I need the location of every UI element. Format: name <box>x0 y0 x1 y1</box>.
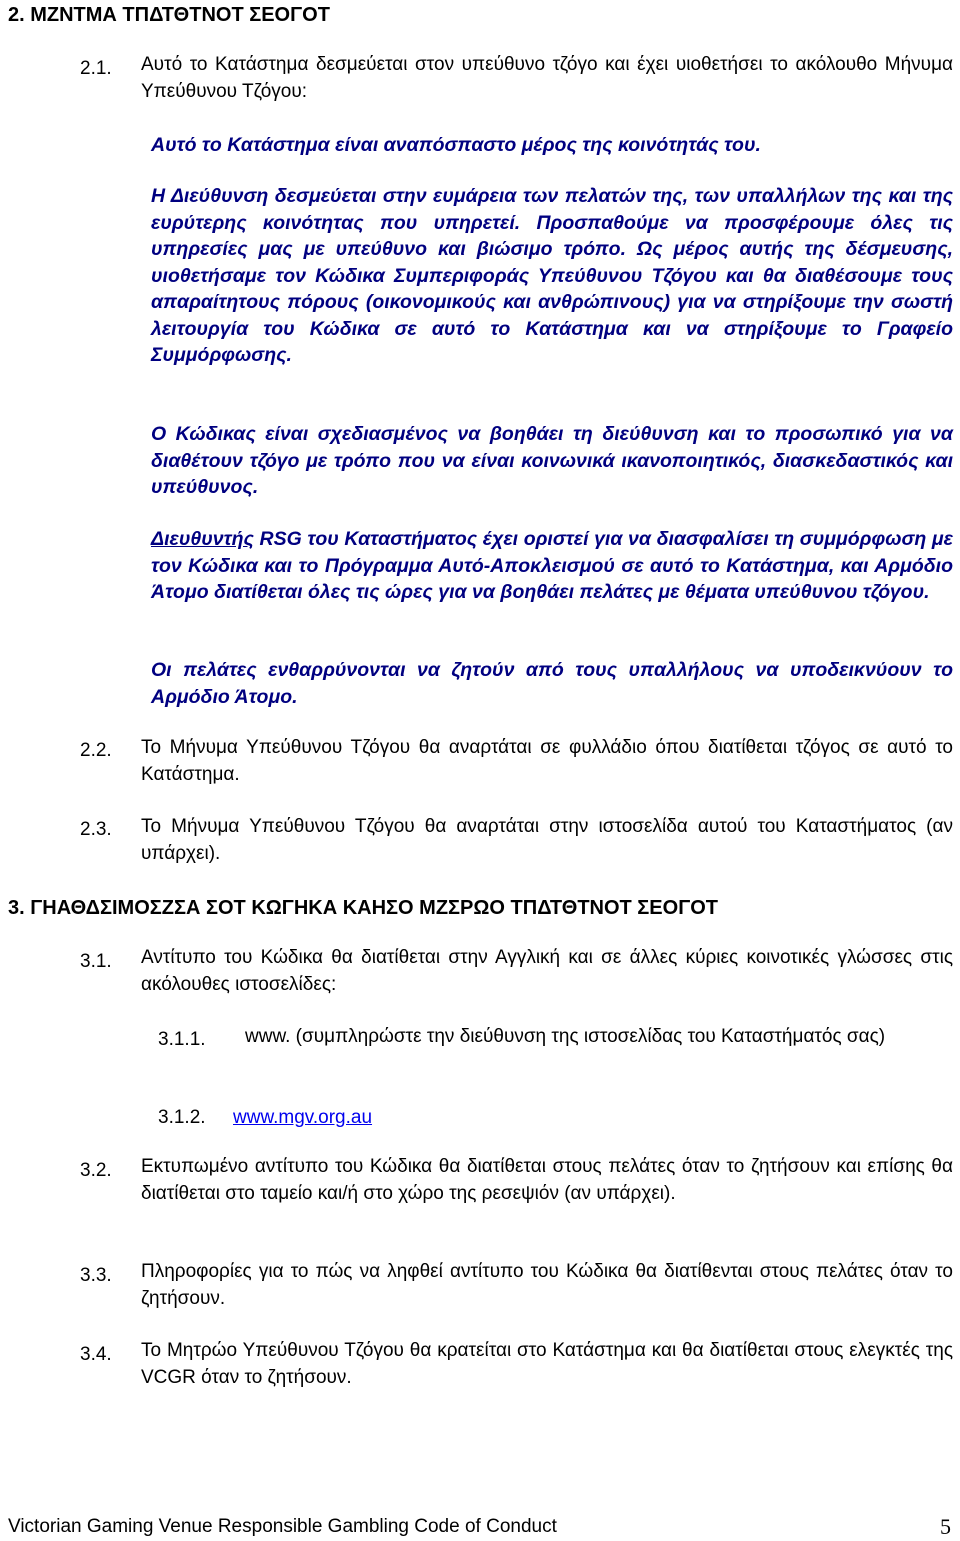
message-paragraph-4: Οι πελάτες ενθαρρύνονται να ζητούν από τους υπαλλήλους να υποδεικνύουν το Αρμόδιο Άτομο. <box>151 659 953 708</box>
mgv-website-link[interactable]: www.mgv.org.au <box>233 1107 373 1128</box>
item-2-3-text: Το Μήνυμα Υπεύθυνου Τζόγου θα αναρτάται στην ιστοσελίδα αυτού του Καταστήματος (αν υπάρχει). <box>141 816 953 864</box>
item-2-3-number: 2.3. <box>80 819 112 840</box>
section-2-heading: 2. ΜΖΝΤΜΑ ΤΠΔΤΘΤΝΟΤ ΣΕΟΓΟΤ <box>8 4 330 26</box>
item-3-1-1-text: www. (συμπληρώστε την διεύθυνση της ιστοσελίδας του Καταστήματός σας) <box>245 1026 886 1047</box>
manager-underlined: Διευθυντής <box>151 528 254 550</box>
message-paragraph-2: Ο Κώδικας είναι σχεδιασμένος να βοηθάει τη διεύθυνση και το προσωπικό για να διαθέτουν τζόγο με τρόπο που να είναι κοινωνικά ικανοποιητικός, διασκεδαστικός και υπεύθυνος. <box>151 423 953 498</box>
item-3-1-1-number: 3.1.1. <box>158 1029 206 1050</box>
item-2-1-text: Αυτό το Κατάστημα δεσμεύεται στον υπεύθυνο τζόγο και έχει υιοθετήσει το ακόλουθο Μήνυμα Υπεύθυνου Τζόγου: <box>141 54 953 102</box>
message-line-1: Αυτό το Κατάστημα είναι αναπόσπαστο μέρος της κοινότητάς του. <box>151 134 761 156</box>
page-number: 5 <box>940 1514 951 1539</box>
message-paragraph-3 <box>151 526 953 606</box>
item-3-1-number: 3.1. <box>80 951 112 972</box>
item-3-2-number: 3.2. <box>80 1160 112 1181</box>
section-3-heading: 3. ΓΗΑΘΔΣΙΜΟΣΖΣΑ ΣΟΤ ΚΩΓΗΚΑ ΚΑΗΣΟ ΜΖΣΡΩΟ ΤΠΔΤΘΤΝΟΤ ΣΕΟΓΟΤ <box>8 897 718 919</box>
item-3-4-number: 3.4. <box>80 1344 112 1365</box>
message-paragraph-1: Η Διεύθυνση δεσμεύεται στην ευμάρεια των πελατών της, των υπαλλήλων της και της ευρύτερης κοινότητας που υπηρετεί. Προσπαθούμε να προσφέρουμε όλες τις υπηρεσίες μας με υπεύθυνο και βιώσιμο τρόπο. Ως μέρος αυτής της δέσμευσης, υιοθετήσαμε τον Κώδικα Συμπεριφοράς Υπεύθυνου Τζόγου και θα διαθέσουμε τους απαραίτητους πόρους (οικονομικούς και ανθρώπινους) για να στηρίξουμε την σωστή λειτουργία του Κώδικα σε αυτό το Κατάστημα και να στηρίξουμε το Γραφείο Συμμόρφωσης. <box>151 185 953 366</box>
message-paragraph-3-rest: RSG του Καταστήματος έχει οριστεί για να διασφαλίσει τη συμμόρφωση με τον Κώδικα και το Πρόγραμμα Αυτό-Αποκλεισμού σε αυτό το Κατάστημα, και Αρμόδιο Άτομο διατίθεται όλες τις ώρες για να βοηθάει πελάτες με θέματα υπεύθυνου τζόγου. <box>151 528 953 603</box>
item-2-2-text: Το Μήνυμα Υπεύθυνου Τζόγου θα αναρτάται σε φυλλάδιο όπου διατίθεται τζόγος σε αυτό το Κατάστημα. <box>141 737 953 785</box>
item-3-1-text: Αντίτυπο του Κώδικα θα διατίθεται στην Αγγλική και σε άλλες κύριες κοινοτικές γλώσσες στις ακόλουθες ιστοσελίδες: <box>141 947 953 995</box>
item-3-4-text: Το Μητρώο Υπεύθυνου Τζόγου θα κρατείται στο Κατάστημα και θα διατίθεται στους ελεγκτές της VCGR όταν το ζητήσουν. <box>141 1340 953 1388</box>
item-3-3-number: 3.3. <box>80 1265 112 1286</box>
item-3-2-text: Εκτυπωμένο αντίτυπο του Κώδικα θα διατίθεται στους πελάτες όταν το ζητήσουν και επίσης θα διατίθεται στο ταμείο και/ή στο χώρο της ρεσεψιόν (αν υπάρχει). <box>141 1156 953 1204</box>
item-2-1-number: 2.1. <box>80 58 112 79</box>
item-2-2-number: 2.2. <box>80 740 112 761</box>
item-3-1-2-number: 3.1.2. <box>158 1107 206 1128</box>
item-3-3-text: Πληροφορίες για το πώς να ληφθεί αντίτυπο του Κώδικα θα διατίθενται στους πελάτες όταν το ζητήσουν. <box>141 1261 953 1309</box>
footer-title: Victorian Gaming Venue Responsible Gambling Code of Conduct <box>8 1516 557 1537</box>
